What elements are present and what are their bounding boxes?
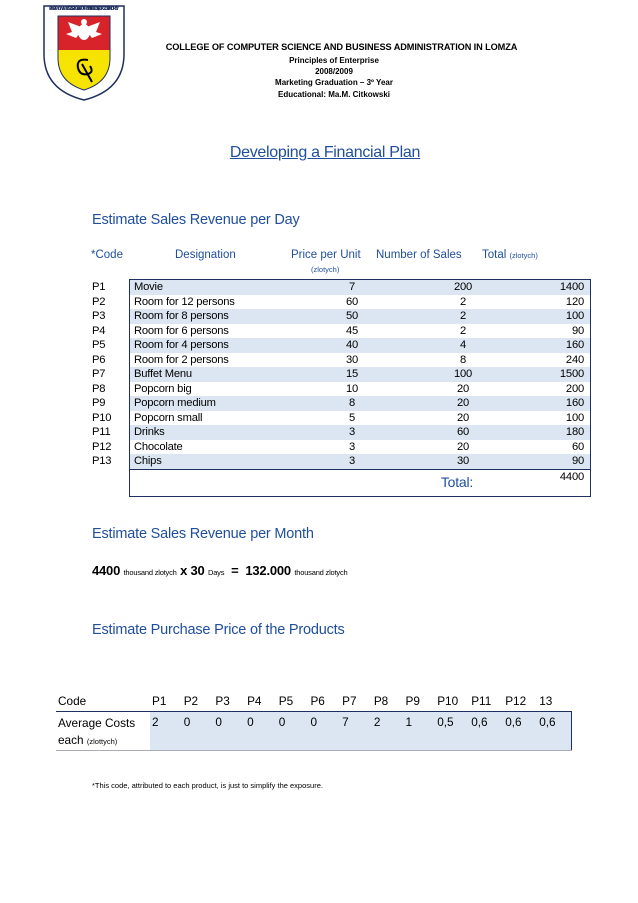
cell-empty <box>90 469 130 496</box>
purchase-code-cell: P3 <box>213 691 245 712</box>
column-header-price: Price per Unit <box>291 249 361 261</box>
cell-number: 8 <box>459 353 467 366</box>
multiplier: x 30 <box>180 563 205 578</box>
cell-total: 90 <box>514 454 591 469</box>
cell-designation: Popcorn small <box>130 411 277 426</box>
section-heading-sales-month: Estimate Sales Revenue per Month <box>92 526 314 542</box>
cell-number: 20 <box>456 382 470 395</box>
cell-price: 60 <box>345 295 359 308</box>
cell-number: 20 <box>456 411 470 424</box>
cell-designation: Room for 12 persons <box>130 295 277 310</box>
cell-total: 120 <box>514 295 591 310</box>
purchase-cost-cell: 0,6 <box>503 712 537 751</box>
cell-price: 30 <box>345 353 359 366</box>
purchase-code-row <box>56 691 572 712</box>
purchase-code-cell: P5 <box>277 691 309 712</box>
cell-total: 180 <box>514 425 591 440</box>
daily-revenue: 4400 <box>92 563 121 578</box>
table-row <box>90 295 591 310</box>
column-header-total-label: Total <box>482 249 507 261</box>
cell-code: P10 <box>92 411 112 424</box>
purchase-code-cell: P8 <box>372 691 404 712</box>
table-row <box>90 367 591 382</box>
section-heading-sales-day: Estimate Sales Revenue per Day <box>92 212 300 228</box>
table-row <box>90 440 591 455</box>
cell-designation: Chocolate <box>130 440 277 455</box>
purchase-cost-label <box>56 712 150 751</box>
cell-designation: Drinks <box>130 425 277 440</box>
column-header-price-unit: (zlotych) <box>311 265 340 274</box>
cell-price: 3 <box>276 454 412 469</box>
purchase-code-cell: P11 <box>469 691 503 712</box>
cell-total: 60 <box>514 440 591 455</box>
column-header-total <box>482 249 538 261</box>
purchase-code-cell: 13 <box>537 691 572 712</box>
cell-total: 240 <box>514 353 591 368</box>
cell-price: 40 <box>276 338 412 353</box>
purchase-cost-unit: (zlottych) <box>86 737 118 746</box>
purchase-code-cell: P6 <box>308 691 340 712</box>
table-total-row <box>90 469 591 496</box>
cell-total: 200 <box>514 382 591 397</box>
cell-designation: Room for 6 persons <box>130 324 277 339</box>
college-logo <box>36 2 132 102</box>
cell-designation: Chips <box>130 454 277 469</box>
purchase-code-cell: P12 <box>503 691 537 712</box>
cell-code: P1 <box>92 280 106 293</box>
cell-code: P2 <box>92 295 106 308</box>
total-value: 4400 <box>514 469 591 496</box>
cell-price: 3 <box>348 440 356 453</box>
academic-year: 2008/2009 <box>315 67 353 76</box>
cell-code: P5 <box>92 339 106 351</box>
cell-price: 3 <box>276 425 412 440</box>
cell-price: 5 <box>348 411 356 424</box>
cell-designation: Room for 4 persons <box>130 338 277 353</box>
purchase-cost-cell: 0 <box>213 712 245 751</box>
cell-code: P8 <box>92 382 106 395</box>
cell-empty <box>276 469 412 496</box>
table-row <box>90 280 591 295</box>
cell-total: 90 <box>514 324 591 339</box>
purchase-code-cell: P4 <box>245 691 277 712</box>
purchase-cost-cell: 0 <box>308 712 340 751</box>
cell-number: 20 <box>412 396 514 411</box>
cell-code: P3 <box>92 310 106 322</box>
cell-code: P6 <box>92 353 106 366</box>
cell-total: 100 <box>514 411 591 426</box>
purchase-cost-label-text: Average Costs <box>58 716 136 730</box>
cell-price: 7 <box>276 280 412 295</box>
table-row <box>90 411 591 426</box>
cell-price: 45 <box>345 324 359 337</box>
cell-total: 160 <box>514 338 591 353</box>
cell-total: 1400 <box>514 280 591 295</box>
purchase-cost-cell: 0,6 <box>537 712 572 751</box>
cell-code: P12 <box>92 440 112 453</box>
purchase-cost-cell: 0 <box>277 712 309 751</box>
purchase-table <box>56 691 572 751</box>
table-row <box>90 382 591 397</box>
purchase-cost-cell: 1 <box>404 712 436 751</box>
document-title: Developing a Financial Plan <box>229 144 421 161</box>
cell-number: 60 <box>412 425 514 440</box>
cell-number: 30 <box>412 454 514 469</box>
table-row <box>90 353 591 368</box>
purchase-code-cell: P9 <box>404 691 436 712</box>
cell-designation: Movie <box>130 280 277 295</box>
cell-price: 8 <box>276 396 412 411</box>
equals-sign: = <box>231 563 239 578</box>
cell-designation: Buffet Menu <box>130 367 277 382</box>
purchase-cost-row <box>56 712 572 751</box>
cell-empty <box>130 469 277 496</box>
purchase-cost-cell: 0,6 <box>469 712 503 751</box>
cell-code: P13 <box>92 455 112 468</box>
footnote: *This code, attributed to each product, is just to simplify the exposure. <box>92 781 323 790</box>
cell-designation: Popcorn big <box>130 382 277 397</box>
cell-code: P11 <box>92 426 111 438</box>
purchase-code-cell: P10 <box>435 691 469 712</box>
table-row <box>90 338 591 353</box>
cell-total: 100 <box>514 309 591 324</box>
instructor: Educational: Ma.M. Citkowski <box>277 90 390 99</box>
logo-text: PAŃSTWOWA WYŻSZA SZKOŁA INFORMATYKI I PRZEDSIĘBIORCZOŚCI W ŁOMŻY <box>48 6 120 11</box>
cell-number: 2 <box>412 309 514 324</box>
cell-number: 4 <box>412 338 514 353</box>
purchase-cost-cell: 0,5 <box>435 712 469 751</box>
cell-number: 100 <box>412 367 514 382</box>
purchase-cost-cell: 0 <box>182 712 214 751</box>
column-header-total-unit: (zlotych) <box>509 251 538 260</box>
cell-price: 15 <box>276 367 412 382</box>
column-header-code: *Code <box>91 249 123 261</box>
table-row <box>90 454 591 469</box>
cell-designation: Room for 8 persons <box>130 309 277 324</box>
purchase-cost-cell: 2 <box>150 712 182 751</box>
table-row <box>90 396 591 411</box>
purchase-cost-cell: 2 <box>372 712 404 751</box>
sales-table-body <box>90 280 591 497</box>
total-label: Total: <box>412 469 514 496</box>
institution-name: COLLEGE OF COMPUTER SCIENCE AND BUSINESS ADMINISTRATION IN LOMZA <box>165 42 518 52</box>
purchase-code-cell: P1 <box>150 691 182 712</box>
cell-designation: Room for 2 persons <box>130 353 277 368</box>
monthly-revenue: 132.000 <box>245 563 291 578</box>
cell-total: 160 <box>514 396 591 411</box>
cell-designation: Popcorn medium <box>130 396 277 411</box>
daily-revenue-unit: thousand zlotych <box>123 568 177 577</box>
purchase-code-cell: P7 <box>340 691 372 712</box>
cell-total: 1500 <box>514 367 591 382</box>
cell-number: 200 <box>412 280 514 295</box>
purchase-cost-cell: 0 <box>245 712 277 751</box>
course-name: Principles of Enterprise <box>289 56 379 65</box>
monthly-calculation <box>92 563 347 578</box>
table-row <box>90 425 591 440</box>
cell-number: 2 <box>459 324 467 337</box>
purchase-cost-label-each: each <box>58 733 84 747</box>
cell-code: P4 <box>92 324 106 337</box>
cell-price: 50 <box>276 309 412 324</box>
cell-number: 20 <box>456 440 470 453</box>
purchase-code-label: Code <box>56 691 150 712</box>
table-row <box>90 324 591 339</box>
monthly-revenue-unit: thousand zlotych <box>294 568 348 577</box>
section-heading-purchase: Estimate Purchase Price of the Products <box>92 622 345 638</box>
days-unit: Days <box>208 568 225 577</box>
purchase-cost-cell: 7 <box>340 712 372 751</box>
column-header-designation: Designation <box>175 249 236 261</box>
cell-code: P7 <box>92 368 106 380</box>
purchase-code-cell: P2 <box>182 691 214 712</box>
cell-code: P9 <box>92 397 106 409</box>
cell-price: 10 <box>345 382 359 395</box>
program-year: Marketing Graduation – 3º Year <box>275 78 393 87</box>
column-header-number: Number of Sales <box>376 249 462 261</box>
table-row <box>90 309 591 324</box>
cell-number: 2 <box>459 295 467 308</box>
sales-table <box>90 279 591 497</box>
